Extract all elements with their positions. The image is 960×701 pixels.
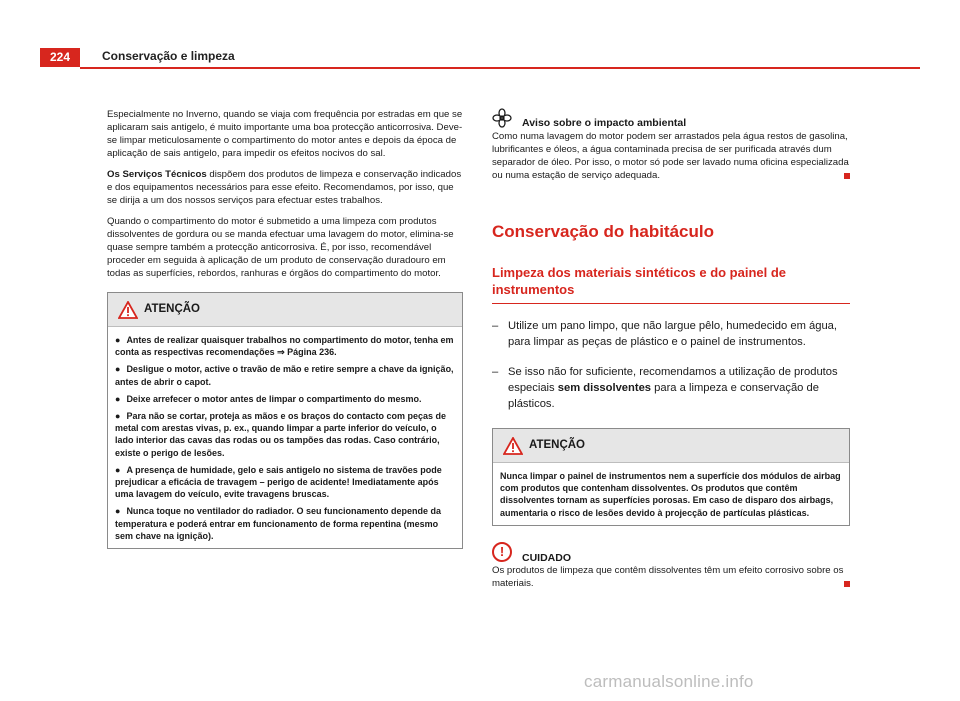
bullet: ● (115, 364, 121, 375)
warning-title: ATENÇÃO (529, 439, 586, 451)
warning-title: ATENÇÃO (144, 303, 201, 315)
paragraph-2-bold: Os Serviços Técnicos (107, 169, 207, 180)
paragraph-3: Quando o compartimento do motor é submetido a uma limpeza com produtos dissolventes de gordura ou se manda efectuar uma lavagem do motor, elimina-se quase sempre também a protecção anticorrosiva. É, por isso, recomendável proceder em seguida à aplicação de um produto de conservação duradouro em todas as superfícies, rebordos, ranhuras e órgãos do compartimento do motor. (107, 216, 454, 279)
paragraph-2 (107, 168, 463, 207)
subsection-title: Limpeza dos materiais sintéticos e do painel de instrumentos (492, 264, 850, 304)
step-text-pre: Se isso não for suficiente, recomendamos a utilização de produtos especiais (508, 366, 838, 394)
warning-item-text: Para não se cortar, proteja as mãos e os braços do contacto com peças de metal com arestas vivas, p. ex., quando limpar a parte inferior do veículo, o lado interior das cavas das rodas ou os tampões das rodas. Caso contrário, existe o perigo de lesões. (115, 411, 447, 458)
step-item (492, 364, 850, 412)
warning-box-engine (107, 292, 463, 549)
bullet: ● (115, 411, 121, 422)
warning-item (115, 334, 456, 358)
care-title: CUIDADO (522, 551, 571, 564)
step-text-bold: sem dissolventes (557, 382, 652, 394)
step-item (492, 318, 850, 350)
page-header (40, 48, 920, 68)
watermark: carmanualsonline.info (584, 672, 754, 691)
warning-item (115, 363, 456, 387)
exclamation-circle-icon: ! (492, 542, 512, 562)
warning-item (115, 505, 456, 542)
environment-text (492, 130, 850, 182)
environment-title: Aviso sobre o impacto ambiental (522, 117, 687, 129)
dash-marker: – (492, 320, 499, 332)
warning-item (115, 393, 456, 405)
warning-box-dashboard (492, 428, 850, 526)
end-marker (844, 581, 850, 587)
paragraph-1: Especialmente no Inverno, quando se viaja com frequência por estradas em que se aplicaram sais antigelo, é muito importante uma boa protecção anticorrosiva. Deve-se limpar meticulosamente o compartimento do motor antes e depois da época de aplicação de sais antigelo, para impedir os efeitos nocivos do sal. (107, 109, 463, 159)
right-column (492, 108, 850, 590)
warning-triangle-icon (503, 437, 523, 455)
header-rule (80, 67, 920, 69)
environment-header (492, 108, 850, 130)
step-text-post: para a limpeza e conservação de plásticos. (508, 382, 819, 410)
environment-text-content: Como numa lavagem do motor podem ser arrastados pela água restos de gasolina, lubrificantes e óleos, a água contaminada precisa de ser purificada através dum separador de óleo. Por isso, o motor só pode ser lavado numa oficina especializada ou numa estação de serviço adequada. (492, 131, 849, 181)
left-column (107, 108, 463, 549)
dash-marker: – (492, 366, 499, 378)
section-title: Conservação do habitáculo (492, 222, 714, 241)
warning-item (115, 464, 456, 501)
page-number: 224 (40, 48, 80, 67)
care-header (492, 542, 850, 564)
warning-triangle-icon (118, 301, 138, 319)
warning-item-text: Antes de realizar quaisquer trabalhos no compartimento do motor, tenha em conta as respectivas recomendações ⇒ Página 236. (115, 335, 454, 358)
step-text: Utilize um pano limpo, que não largue pêlo, humedecido em água, para limpar as peças de plástico e o painel de instrumentos. (508, 320, 837, 348)
warning-item-text: A presença de humidade, gelo e sais antigelo no sistema de travões pode prejudicar a eficácia de travagem – perigo de acidente! Imediatamente após uma lavagem do veículo, evite travagens bruscas. (115, 464, 442, 500)
warning-header (493, 429, 849, 463)
warning-item (115, 410, 456, 459)
warning-header (108, 293, 462, 327)
environment-flower-icon (492, 108, 512, 128)
bullet: ● (115, 506, 121, 517)
chapter-title: Conservação e limpeza (102, 49, 235, 63)
warning-item-text: Desligue o motor, active o travão de mão e retire sempre a chave da ignição, antes de abrir o capot. (115, 364, 454, 387)
warning-body (108, 327, 462, 548)
warning-body (493, 463, 849, 525)
bullet: ● (115, 335, 121, 345)
paragraph-2-text: dispõem dos produtos de limpeza e conservação indicados e dos equipamentos necessários para esse efeito. Recomendamos, por isso, que se dirija a um dos nossos serviços para efectuar estes trabalhos. (107, 169, 462, 206)
bullet: ● (115, 393, 121, 404)
end-marker (844, 173, 850, 179)
warning-item-text: Deixe arrefecer o motor antes de limpar o compartimento do mesmo. (126, 393, 422, 404)
bullet: ● (115, 464, 121, 475)
warning-item-text: Nunca toque no ventilador do radiador. O seu funcionamento depende da temperatura e poderá entrar em funcionamento de forma repentina (mesmo sem chave na ignição). (115, 506, 441, 541)
warning-text: Nunca limpar o painel de instrumentos nem a superfície dos módulos de airbag com produtos que contenham dissolventes. Os produtos que contêm dissolventes tornam as superfícies porosas. Em caso de disparo dos airbags, aumentaria o risco de lesões devido à projecção de partículas plásticas. (500, 471, 841, 518)
care-text-content: Os produtos de limpeza que contêm dissolventes têm um efeito corrosivo sobre os materiais. (492, 564, 844, 589)
care-text (492, 564, 850, 590)
